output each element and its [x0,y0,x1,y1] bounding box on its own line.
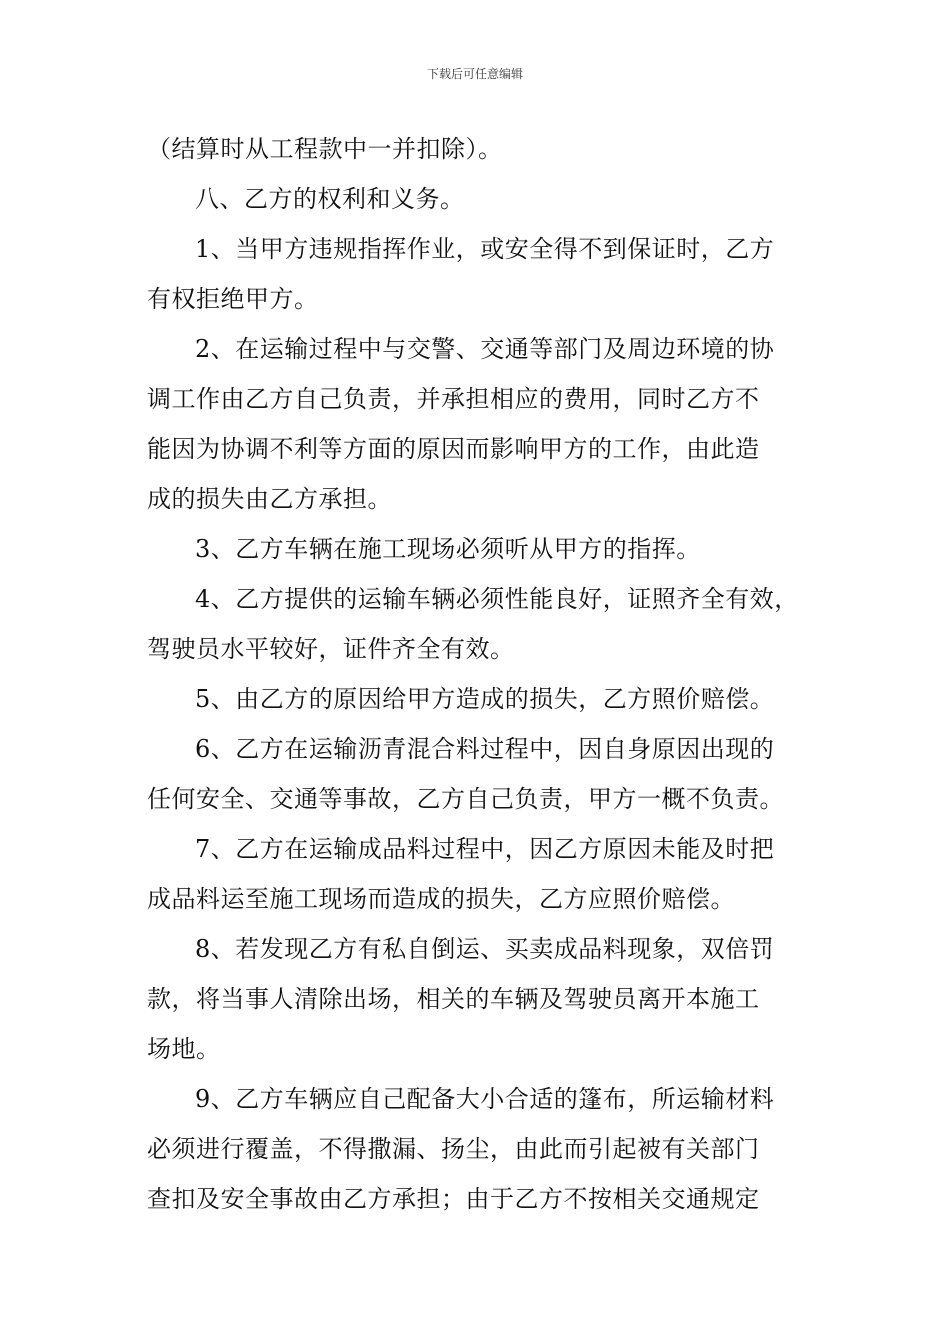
paragraph [147,524,807,574]
document-body [147,124,807,1224]
paragraph [147,824,807,924]
text-line: 能因为协调不利等方面的原因而影响甲方的工作，由此造 [147,435,760,463]
paragraph [147,224,807,324]
text-line: 有权拒绝甲方。 [147,285,319,313]
paragraph [147,324,807,524]
text-line: 9、乙方车辆应自己配备大小合适的篷布，所运输材料 [195,1085,775,1113]
text-line: 成的损失由乙方承担。 [147,485,392,513]
text-line: 1、当甲方违规指挥作业，或安全得不到保证时，乙方 [195,235,775,263]
text-line: 5、由乙方的原因给甲方造成的损失，乙方照价赔偿。 [195,685,775,713]
paragraph [147,174,807,224]
text-line: 7、乙方在运输成品料过程中，因乙方原因未能及时把 [195,835,775,863]
text-line: 4、乙方提供的运输车辆必须性能良好，证照齐全有效， [195,585,799,613]
text-line: 查扣及安全事故由乙方承担；由于乙方不按相关交通规定 [147,1185,760,1213]
text-line: 8、若发现乙方有私自倒运、买卖成品料现象，双倍罚 [195,935,775,963]
text-line: 场地。 [147,1035,221,1063]
text-line: 6、乙方在运输沥青混合料过程中，因自身原因出现的 [195,735,775,763]
text-line: 驾驶员水平较好，证件齐全有效。 [147,635,515,663]
header-note: 下载后可任意编辑 [426,67,523,81]
text-line: 3、乙方车辆在施工现场必须听从甲方的指挥。 [195,535,701,563]
text-line: 款，将当事人清除出场，相关的车辆及驾驶员离开本施工 [147,985,760,1013]
text-line: 必须进行覆盖，不得撒漏、扬尘，由此而引起被有关部门 [147,1135,760,1163]
text-line: 调工作由乙方自己负责，并承担相应的费用，同时乙方不 [147,385,760,413]
text-line: （结算时从工程款中一并扣除）。 [147,135,503,163]
paragraph [147,674,807,724]
text-line: 2、在运输过程中与交警、交通等部门及周边环境的协 [195,335,775,363]
paragraph [147,724,807,824]
paragraph [147,574,807,674]
paragraph [147,1074,807,1224]
text-line: 成品料运至施工现场而造成的损失，乙方应照价赔偿。 [147,885,735,913]
paragraph [147,124,807,174]
paragraph [147,924,807,1074]
text-line: 八、乙方的权利和义务。 [195,185,465,213]
text-line: 任何安全、交通等事故，乙方自己负责，甲方一概不负责。 [147,785,784,813]
